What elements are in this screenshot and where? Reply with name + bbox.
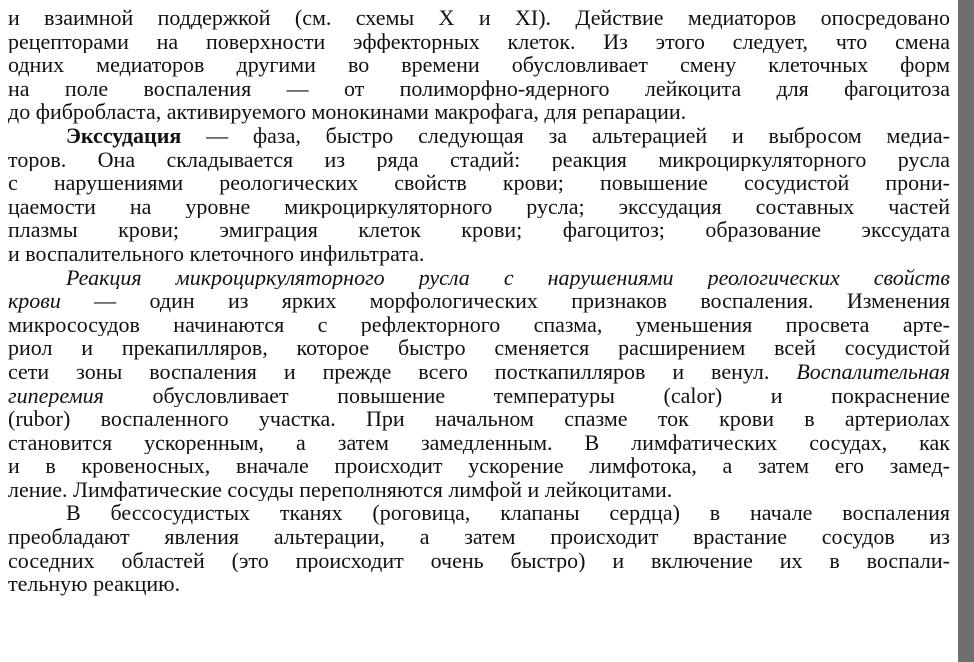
- italic-term: Воспалительная: [796, 359, 950, 384]
- text-line: [8, 195, 950, 219]
- text-line: [8, 572, 950, 596]
- line-text: цаемости на уровне микроциркуляторного русла; экссудация составных частей: [8, 194, 950, 219]
- line-text: — фаза, быстро следующая за альтерацией и выбросом медиа-: [181, 123, 950, 148]
- text-line: [8, 501, 950, 525]
- text-line: [8, 218, 950, 242]
- text-line: [8, 53, 950, 77]
- line-text: риол и прекапилляров, которое быстро сменяется расширением всей сосудистой: [8, 336, 950, 360]
- line-text: сети зоны воспаления и прежде всего посткапилляров и венул.: [8, 359, 797, 384]
- text-line: [8, 454, 950, 478]
- text-line: [8, 360, 950, 384]
- line-text: и в кровеносных, вначале происходит ускорение лимфотока, а затем его замед-: [8, 454, 950, 478]
- italic-term: гиперемия: [8, 383, 104, 408]
- text-line: [8, 171, 950, 195]
- line-text: — один из ярких морфологических признаков воспаления. Изменения: [60, 289, 950, 313]
- text-line: [8, 431, 950, 455]
- text-line: [8, 289, 950, 313]
- text-line: [8, 30, 950, 54]
- text-line: [8, 266, 950, 290]
- line-text: с нарушениями реологических свойств крови; повышение сосудистой прони-: [8, 171, 950, 195]
- line-text: торов. Она складывается из ряда стадий: реакция микроциркуляторного русла: [8, 147, 950, 172]
- text-line: [8, 124, 950, 148]
- italic-term: крови: [8, 289, 61, 313]
- line-text: на поле воспаления — от полиморфно-ядерного лейкоцита для фагоцитоза: [8, 76, 950, 101]
- line-text: становится ускоренным, а затем замедленным. В лимфатических сосудах, как: [8, 430, 950, 455]
- page-edge-bar: [958, 0, 974, 662]
- text-line: [8, 242, 950, 266]
- text-line: [8, 6, 950, 30]
- line-text: ление. Лимфатические сосуды переполняются лимфой и лейкоцитами.: [8, 477, 673, 502]
- italic-heading: Реакция микроциркуляторного русла с нарушениями реологических свойств: [66, 265, 950, 290]
- line-text: одних медиаторов другими во времени обусловливает смену клеточных форм: [8, 53, 950, 77]
- line-text: преобладают явления альтерации, а затем происходит врастание сосудов из: [8, 525, 950, 549]
- line-text: обусловливает повышение температуры (calor) и покраснение: [103, 383, 950, 408]
- text-line: [8, 525, 950, 549]
- text-line: [8, 549, 950, 573]
- line-text: и воспалительного клеточного инфильтрата.: [8, 241, 425, 266]
- text-line: [8, 336, 950, 360]
- text-line: [8, 77, 950, 101]
- line-text: микрососудов начинаются с рефлекторного спазма, уменьшения просвета арте-: [8, 312, 950, 337]
- text-line: [8, 478, 950, 502]
- line-text: рецепторами на поверхности эффекторных клеток. Из этого следует, что смена: [8, 29, 950, 54]
- line-text: плазмы крови; эмиграция клеток крови; фагоцитоз; образование экссудата: [8, 218, 950, 242]
- text-line: [8, 313, 950, 337]
- text-line: [8, 384, 950, 408]
- line-text: В бессосудистых тканях (роговица, клапаны сердца) в начале воспаления: [66, 501, 950, 526]
- text-line: [8, 100, 950, 124]
- line-text: и взаимной поддержкой (см. схемы X и XI). Действие медиаторов опосредовано: [8, 6, 950, 30]
- text-line: [8, 148, 950, 172]
- line-text: тельную реакцию.: [8, 572, 181, 596]
- section-term: Экссудация: [66, 123, 182, 148]
- line-text: (rubor) воспаленного участка. При начальном спазме ток крови в артериолах: [8, 407, 950, 431]
- line-text: до фибробласта, активируемого монокинами макрофага, для репарации.: [8, 100, 687, 124]
- text-line: [8, 407, 950, 431]
- line-text: соседних областей (это происходит очень быстро) и включение их в воспали-: [8, 548, 950, 573]
